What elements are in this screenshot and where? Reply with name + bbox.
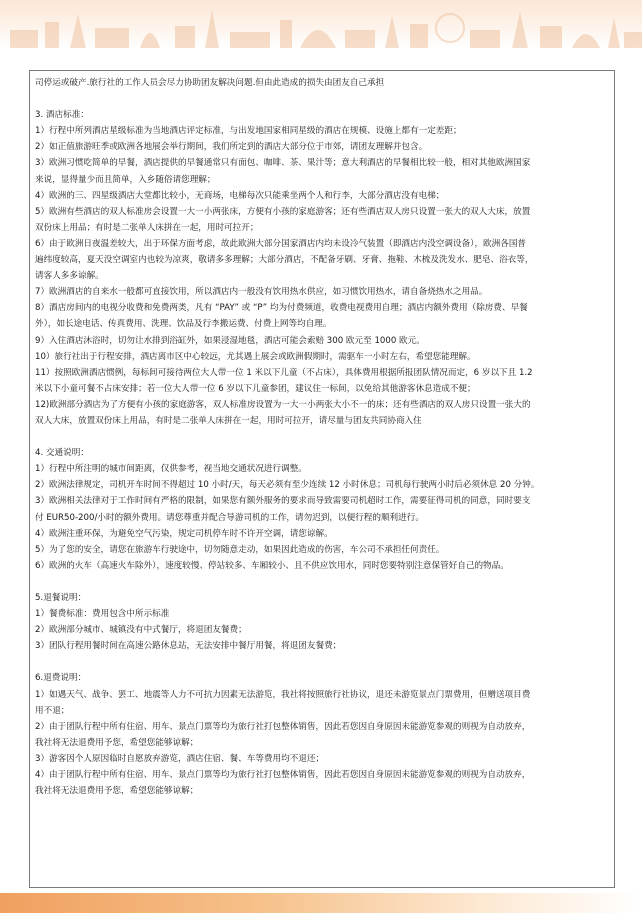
section-heading-transport: 4. 交通说明：	[35, 448, 89, 459]
text-line: 2）由于团队行程中所有住宿、用车、景点门票等均为旅行社打包整体销售，因此若您因自身原因未能游览参观的则视为自动放弃，	[35, 721, 531, 732]
text-line: 遍纬度较高，夏天没空调室内也较为凉爽，敬请多多理解；大部分酒店，不配备牙刷、牙膏、拖鞋、木梳及洗发水、肥皂、浴衣等，	[35, 255, 534, 266]
text-line: 1）行程中所注明的城市间距离，仅供参考，视当地交通状况进行调整。	[35, 464, 307, 475]
text-line: 2）如正值旅游旺季或欧洲各地展会举行期间，我们所定到的酒店大部分位于市郊，请团友理解并包含。	[35, 142, 428, 153]
text-line: 3）游客因个人原因临时自愿放弃游览，酒店住宿、餐、车等费用均不退还；	[35, 753, 325, 764]
text-line: 1）行程中所列酒店星级标准为当地酒店评定标准，与出发地国家相同星级的酒店在规模、设施上都有一定差距；	[35, 126, 462, 137]
text-line: 外），如长途电话、传真费用、洗理、饮品及行李搬运费、付费上网等均自理。	[35, 319, 332, 330]
text-line: 5）为了您的安全，请您在旅游车行驶途中，切勿随意走动，如果因此造成的伤害，车公司不承担任何责任。	[35, 544, 445, 555]
text-line: 2）欧洲法律规定，司机开车时间不得超过 10 小时/天，每天必须有至少连续 12 小时休息；司机每行驶两小时后必须休息 20 分钟。	[35, 480, 540, 491]
text-line: 双份床上用品；有时是二张单人床拼在一起，用时可拉开；	[35, 222, 259, 233]
blank-line	[35, 654, 613, 670]
text-line: 7）欧洲酒店的自来水一般都可直接饮用，所以酒店内一般没有饮用热水供应，如习惯饮用热水，请自备烧热水之用品。	[35, 287, 488, 298]
text-line: 4）欧洲注重环保，为避免空气污染，规定司机停车时不许开空调，请您谅解。	[35, 528, 333, 539]
text-line: 10）旅行社出于行程安排，酒店离市区中心较远，尤其遇上展会或欧洲假期时，需驱车一小时左右，希望您能理解。	[35, 351, 476, 362]
text-line: 3）欧洲习惯吃简单的早餐，酒店提供的早餐通常只有面包、咖啡、茶、果汁等；意大利酒店的早餐相比较一般，相对其他欧洲国家	[35, 158, 531, 169]
text-line: 2）欧洲部分城市、城镇没有中式餐厅，将退团友餐费；	[35, 625, 247, 636]
text-line: 我社将无法退费用予您，希望您能够谅解；	[35, 786, 199, 797]
section-heading-refund: 6.退费说明：	[35, 673, 87, 684]
text-line: 司停运或破产.旅行社的工作人员会尽力协助团友解决问题.但由此造成的损失由团友自己承担	[35, 78, 385, 88]
section-heading-hotel: 3. 酒店标准：	[35, 110, 89, 121]
text-line: 5）欧洲有些酒店的双人标准房会设置一大一小两张床，方便有小孩的家庭游客；还有些酒店双人房只设置一张大的双人大床，放置	[35, 206, 531, 217]
blank-line	[35, 429, 613, 445]
text-line: 6）由于欧洲日夜温差较大，出于环保方面考虑，故此欧洲大部分国家酒店内均未设冷气装置（即酒店内没空调设备），欧洲各国普	[35, 238, 527, 249]
text-line: 付 EUR50-200/小时的额外费用。请您尊重并配合导游司机的工作，请勿迟到，以便行程的顺利进行。	[35, 512, 424, 523]
text-line: 8）酒店房间内的电视分收费和免费两类，凡有 “PAY” 或 “P” 均为付费频道，收费电视费用自理；酒店内额外费用（除房费、早餐	[35, 303, 528, 314]
text-line: 来说，显得量少而且简单，入乡随俗请您理解；	[35, 174, 216, 185]
text-line: 4）由于团队行程中所有住宿、用车、景点门票等均为旅行社打包整体销售，因此若您因自身原因未能游览参观的则视为自动放弃，	[35, 770, 531, 781]
text-line: 6）欧洲的火车（高速火车除外），速度较慢、停站较多、车厢较小、且不供应饮用水，同时您要特别注意保管好自己的物品。	[35, 560, 509, 571]
blank-line	[35, 91, 613, 107]
text-line: 4）欧洲的三、四星级酒店大堂都比较小，无商场，电梯每次只能乘坐两个人和行李，大部分酒店没有电梯；	[35, 190, 445, 201]
header-banner	[0, 0, 642, 48]
text-line: 9）入住酒店沐浴时，切勿让水排到浴缸外，如果浸湿地毯，酒店可能会索赔 300 欧元至 1000 欧元。	[35, 335, 425, 346]
text-line: 双人大床，放置双份床上用品，有时是二张单人床拼在一起，用时可拉开，请尽量与团友共同协商入住	[35, 415, 422, 426]
text-line: 3）团队行程用餐时间在高速公路休息站，无法安排中餐厅用餐，将退团友餐费；	[35, 641, 342, 652]
text-line: 用不退；	[35, 705, 70, 716]
text-line: 12)欧洲部分酒店为了方便有小孩的家庭游客，双人标准房设置为一大一小两张大小不一的床；还有些酒店的双人房只设置一张大的	[35, 399, 531, 410]
text-line: 我社将无法退费用予您，希望您能够谅解；	[35, 737, 199, 748]
document-body	[35, 75, 613, 799]
text-line: 1）餐费标准：费用包含中所示标准	[35, 609, 170, 620]
text-line: 11）按照欧洲酒店惯例，每标间可接待两位大人带一位 1 米以下儿童（不占床），具体费用根据所报团队情况而定，6 岁以下且 1.2	[35, 367, 533, 378]
text-line: 1）如遇天气、战争、罢工、地震等人力不可抗力因素无法游览，我社将按照旅行社协议，退还未游览景点门票费用，但赠送项目费	[35, 689, 531, 700]
city-skyline-decoration	[0, 0, 642, 48]
text-line: 米以下小童可餐不占床安排；若一位大人带一位 6 岁以下儿童参团，建议住一标间，以免给其他游客休息造成不便；	[35, 383, 476, 394]
footer-bar	[0, 893, 642, 913]
text-line: 请客人多多谅解。	[35, 271, 104, 282]
section-heading-meals: 5.退餐说明：	[35, 593, 87, 603]
text-line: 3）欧洲相关法律对于工作时间有严格的限制，如果您有额外服务的要求而导致需要司机超时工作，需要征得司机的同意，同时要支	[35, 496, 531, 507]
blank-line	[35, 574, 613, 590]
